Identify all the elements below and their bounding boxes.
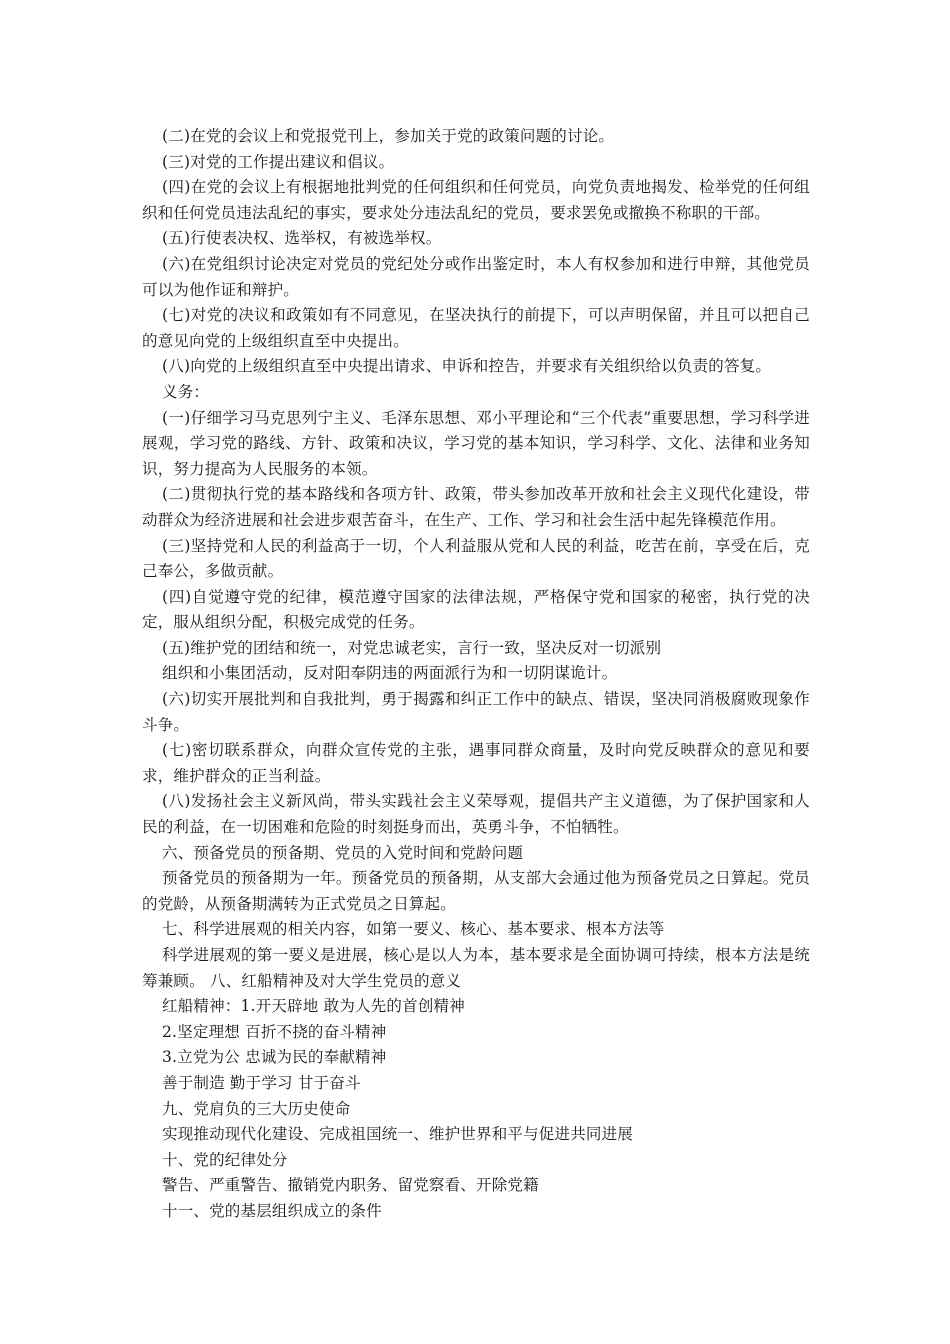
- paragraph: (六)切实开展批判和自我批判，勇于揭露和纠正工作中的缺点、错误，坚决同消极腐败现象作斗争。: [142, 690, 810, 734]
- section-heading: 义务：: [162, 382, 210, 401]
- paragraph: (一)仔细学习马克思列宁主义、毛泽东思想、邓小平理论和“三个代表”重要思想，学习科学进展观，学习党的路线、方针、政策和决议，学习党的基本知识，学习科学、文化、法律和业务知识，努力提高为人民服务的本领。: [142, 408, 810, 478]
- paragraph: 预备党员的预备期为一年。预备党员的预备期，从支部大会通过他为预备党员之日算起。党员的党龄，从预备期满转为正式党员之日算起。: [142, 869, 810, 913]
- section-heading: 十、党的纪律处分: [162, 1150, 288, 1169]
- section-heading: 七、科学进展观的相关内容，如第一要义、核心、基本要求、根本方法等: [162, 920, 665, 939]
- section-heading: 十一、党的基层组织成立的条件: [162, 1201, 382, 1220]
- paragraph: (六)在党组织讨论决定对党员的党纪处分或作出鉴定时，本人有权参加和进行申辩，其他党员可以为他作证和辩护。: [142, 254, 810, 299]
- paragraph: (四)在党的会议上有根据地批判党的任何组织和任何党员，向党负责地揭发、检举党的任何组织和任何党员违法乱纪的事实，要求处分违法乱纪的党员，要求罢免或撤换不称职的干部。: [142, 178, 810, 222]
- paragraph: (三)对党的工作提出建议和倡议。: [162, 152, 395, 171]
- paragraph: 实现推动现代化建设、完成祖国统一、维护世界和平与促进共同进展: [162, 1125, 634, 1144]
- paragraph: 红船精神：1.开天辟地 敢为人先的首创精神: [162, 997, 465, 1016]
- paragraph: (七)密切联系群众，向群众宣传党的主张，遇事同群众商量，及时向党反映群众的意见和要求，维护群众的正当利益。: [142, 741, 810, 785]
- paragraph: 善于制造 勤于学习 甘于奋斗: [162, 1073, 361, 1092]
- paragraph: (三)坚持党和人民的利益高于一切，个人利益服从党和人民的利益，吃苦在前，享受在后，克己奉公，多做贡献。: [142, 536, 810, 581]
- paragraph: 警告、严重警告、撤销党内职务、留党察看、开除党籍: [162, 1176, 539, 1195]
- paragraph: 组织和小集团活动，反对阳奉阴违的两面派行为和一切阴谋诡计。: [162, 664, 618, 683]
- paragraph: (四)自觉遵守党的纪律，模范遵守国家的法律法规，严格保守党和国家的秘密，执行党的决定，服从组织分配，积极完成党的任务。: [142, 587, 810, 632]
- document-body: [142, 124, 810, 1225]
- paragraph: 2.坚定理想 百折不挠的奋斗精神: [162, 1022, 387, 1041]
- paragraph: 科学进展观的第一要义是进展，核心是以人为本，基本要求是全面协调可持续，根本方法是统筹兼顾。 八、红船精神及对大学生党员的意义: [142, 946, 810, 990]
- paragraph: (五)维护党的团结和统一，对党忠诚老实，言行一致，坚决反对一切派别: [162, 638, 662, 657]
- paragraph: (七)对党的决议和政策如有不同意见，在坚决执行的前提下，可以声明保留，并且可以把自己的意见向党的上级组织直至中央提出。: [142, 306, 810, 350]
- section-heading: 六、预备党员的预备期、党员的入党时间和党龄问题: [162, 843, 524, 862]
- paragraph: (五)行使表决权、选举权，有被选举权。: [162, 229, 442, 248]
- paragraph: (八)发扬社会主义新风尚，带头实践社会主义荣辱观，提倡共产主义道德，为了保护国家和人民的利益，在一切困难和危险的时刻挺身而出，英勇斗争，不怕牺牲。: [142, 792, 810, 837]
- section-heading: 九、党肩负的三大历史使命: [162, 1099, 351, 1118]
- paragraph: (二)贯彻执行党的基本路线和各项方针、政策，带头参加改革开放和社会主义现代化建设，带动群众为经济进展和社会进步艰苦奋斗，在生产、工作、学习和社会生活中起先锋模范作用。: [142, 485, 810, 529]
- paragraph: (二)在党的会议上和党报党刊上，参加关于党的政策问题的讨论。: [162, 127, 615, 145]
- paragraph: 3.立党为公 忠诚为民的奉献精神: [162, 1048, 387, 1067]
- paragraph: (八)向党的上级组织直至中央提出请求、申诉和控告，并要求有关组织给以负责的答复。: [162, 357, 772, 376]
